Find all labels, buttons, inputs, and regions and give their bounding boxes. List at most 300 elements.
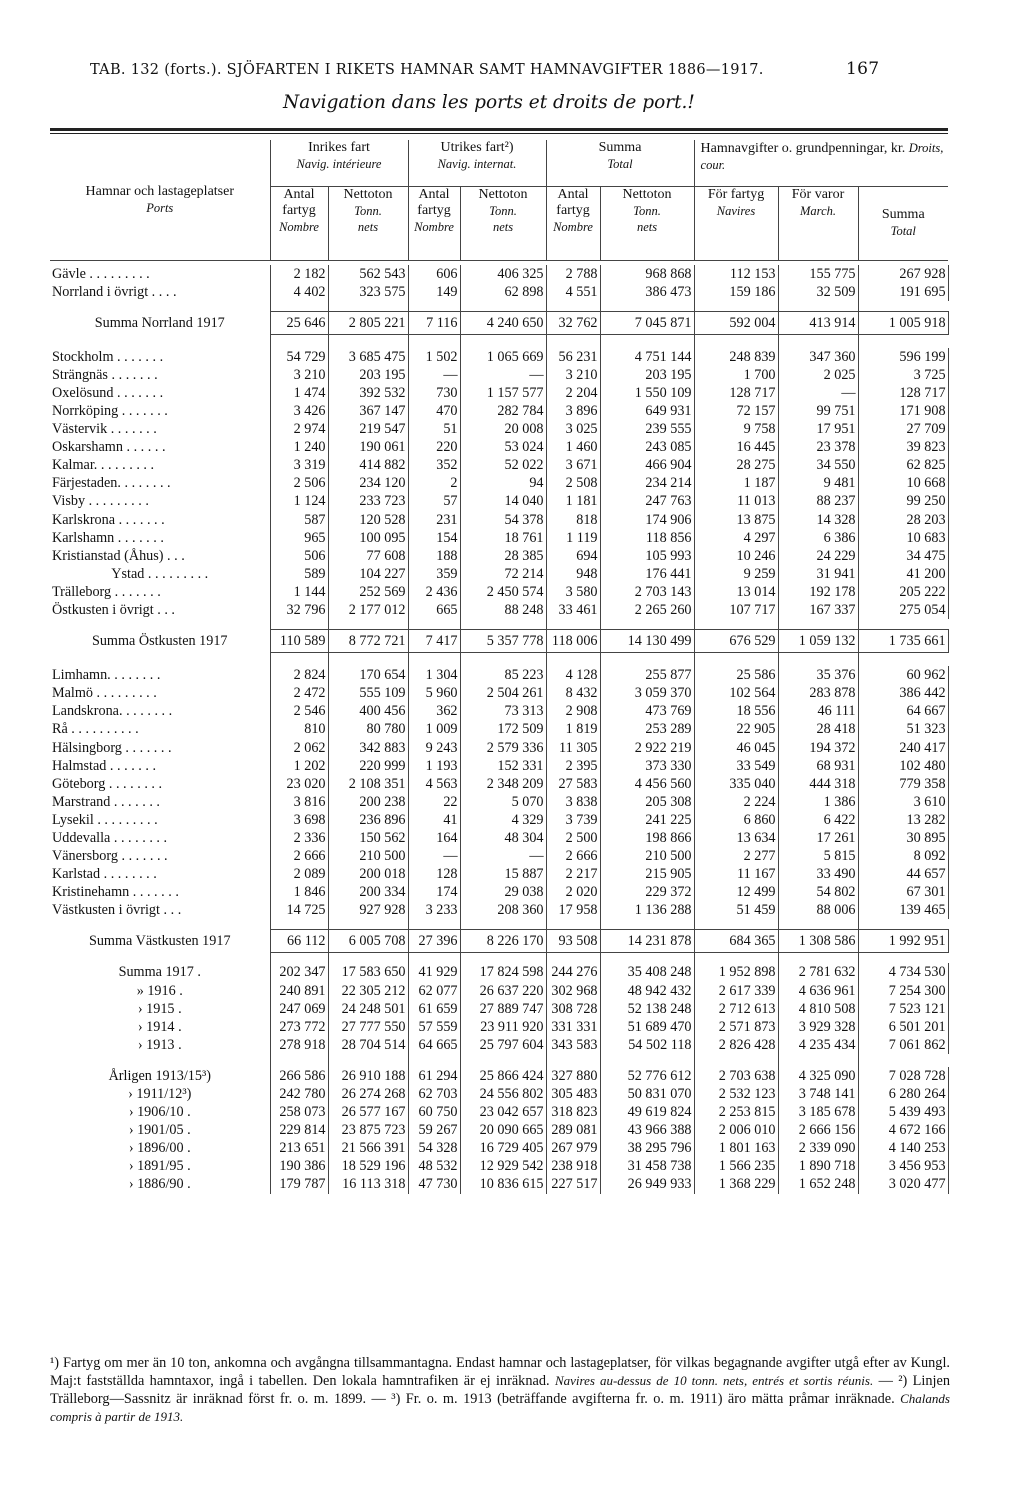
table-row xyxy=(50,757,948,775)
cell-value: 2 348 209 xyxy=(460,775,546,793)
row-label: › 1901/05 . xyxy=(50,1121,270,1139)
cell-value: 238 918 xyxy=(546,1157,600,1175)
cell-value: 57 559 xyxy=(408,1018,460,1036)
cell-value: 118 856 xyxy=(600,529,694,547)
cell-value: 24 556 802 xyxy=(460,1085,546,1103)
cell-value: 2 712 613 xyxy=(694,1000,778,1018)
cell-value: 305 483 xyxy=(546,1085,600,1103)
footnote-1: ¹) Fartyg om mer än 10 ton, ankomna och avgångna tillsammantagna. Endast hamnar och lastageplatser, för vilkas begagnande avgifter utgå efter av Kungl. Maj:t fastställda hamntaxor, ingå i tabellen. Den lokala hamntrafiken är ej inräknad. xyxy=(50,1355,950,1389)
cell-value: 1 652 248 xyxy=(778,1175,858,1193)
cell-value: 3 610 xyxy=(858,793,948,811)
table-row xyxy=(50,492,948,510)
cell-value: 155 775 xyxy=(778,265,858,283)
cell-value: 220 999 xyxy=(328,757,408,775)
cell-value: 17 261 xyxy=(778,829,858,847)
utrikes-header xyxy=(408,140,546,186)
row-label: Västkusten i övrigt . . . xyxy=(50,901,270,919)
cell-value: 26 274 268 xyxy=(328,1085,408,1103)
cell-value: 104 227 xyxy=(328,565,408,583)
row-label: Summa 1917 . xyxy=(50,963,270,981)
cell-value: 17 958 xyxy=(546,901,600,919)
cell-value: 38 295 796 xyxy=(600,1139,694,1157)
row-label: Rå . . . . . . . . . . xyxy=(50,720,270,738)
cell-value: 2 908 xyxy=(546,702,600,720)
table-row xyxy=(50,420,948,438)
cell-value: 5 439 493 xyxy=(858,1103,948,1121)
cell-value: 57 xyxy=(408,492,460,510)
cell-value: 54 378 xyxy=(460,511,546,529)
cell-value: 2 108 351 xyxy=(328,775,408,793)
cell-value: 10 246 xyxy=(694,547,778,565)
avgift-header xyxy=(694,140,948,186)
for-varor-header xyxy=(778,186,858,260)
cell-value: 779 358 xyxy=(858,775,948,793)
cell-value: 100 095 xyxy=(328,529,408,547)
cell-value: 592 004 xyxy=(694,311,778,334)
cell-value: 1 059 132 xyxy=(778,630,858,653)
cell-value: 27 889 747 xyxy=(460,1000,546,1018)
table-row xyxy=(50,402,948,420)
cell-value: 2 788 xyxy=(546,265,600,283)
summa-total-label-fr: Total xyxy=(890,224,916,238)
cell-value: 255 877 xyxy=(600,666,694,684)
cell-value: 7 417 xyxy=(408,630,460,653)
cell-value: 302 968 xyxy=(546,982,600,1000)
cell-value: 128 xyxy=(408,865,460,883)
row-label: Trälleborg . . . . . . . xyxy=(50,583,270,601)
cell-value: 7 523 121 xyxy=(858,1000,948,1018)
cell-value: 190 061 xyxy=(328,438,408,456)
cell-value: 444 318 xyxy=(778,775,858,793)
summary-row xyxy=(50,930,948,953)
cell-value: 676 529 xyxy=(694,630,778,653)
cell-value: 54 502 118 xyxy=(600,1036,694,1054)
cell-value: 275 054 xyxy=(858,601,948,619)
cell-value: 200 334 xyxy=(328,883,408,901)
inrikes-label: Inrikes fart xyxy=(308,140,370,155)
cell-value: 11 167 xyxy=(694,865,778,883)
cell-value: 10 683 xyxy=(858,529,948,547)
cell-value: 200 018 xyxy=(328,865,408,883)
table-row xyxy=(50,829,948,847)
cell-value: 9 758 xyxy=(694,420,778,438)
table-row xyxy=(50,366,948,384)
cell-value: 3 896 xyxy=(546,402,600,420)
cell-value: 18 556 xyxy=(694,702,778,720)
cell-value: 470 xyxy=(408,402,460,420)
table-row xyxy=(50,775,948,793)
cell-value: 62 703 xyxy=(408,1085,460,1103)
cell-value: 159 186 xyxy=(694,283,778,301)
table-row xyxy=(50,1085,948,1103)
row-label: Limhamn. . . . . . . . xyxy=(50,666,270,684)
cell-value: — xyxy=(408,366,460,384)
cell-value: 242 780 xyxy=(270,1085,328,1103)
cell-value: 1 550 109 xyxy=(600,384,694,402)
table-row xyxy=(50,720,948,738)
cell-value: 1 801 163 xyxy=(694,1139,778,1157)
cell-value: 665 xyxy=(408,601,460,619)
cell-value: 240 891 xyxy=(270,982,328,1000)
table-row xyxy=(50,982,948,1000)
cell-value: 32 762 xyxy=(546,311,600,334)
cell-value: 1 819 xyxy=(546,720,600,738)
cell-value: 2 277 xyxy=(694,847,778,865)
cell-value: 3 456 953 xyxy=(858,1157,948,1175)
summa-header xyxy=(546,140,694,186)
spacer-row xyxy=(50,334,948,348)
cell-value: 2 472 xyxy=(270,684,328,702)
cell-value: 213 651 xyxy=(270,1139,328,1157)
cell-value: 35 376 xyxy=(778,666,858,684)
cell-value: 694 xyxy=(546,547,600,565)
cell-value: 39 823 xyxy=(858,438,948,456)
table-row xyxy=(50,702,948,720)
cell-value: 2 703 638 xyxy=(694,1067,778,1085)
cell-value: 400 456 xyxy=(328,702,408,720)
cell-value: 23 020 xyxy=(270,775,328,793)
cell-value: 51 323 xyxy=(858,720,948,738)
cell-value: 3 210 xyxy=(270,366,328,384)
cell-value: 243 085 xyxy=(600,438,694,456)
cell-value: 49 619 824 xyxy=(600,1103,694,1121)
cell-value: 1 474 xyxy=(270,384,328,402)
cell-value: 965 xyxy=(270,529,328,547)
cell-value: 110 589 xyxy=(270,630,328,653)
cell-value: — xyxy=(460,366,546,384)
cell-value: 2 436 xyxy=(408,583,460,601)
cell-value: 2 265 260 xyxy=(600,601,694,619)
summary-row xyxy=(50,311,948,334)
cell-value: 562 543 xyxy=(328,265,408,283)
antal-inrikes-header xyxy=(270,186,328,260)
cell-value: 244 276 xyxy=(546,963,600,981)
summary-row xyxy=(50,630,948,653)
cell-value: 52 776 612 xyxy=(600,1067,694,1085)
spacer-row xyxy=(50,301,948,312)
cell-value: 50 831 070 xyxy=(600,1085,694,1103)
cell-value: 3 580 xyxy=(546,583,600,601)
cell-value: 596 199 xyxy=(858,348,948,366)
cell-value: 1 119 xyxy=(546,529,600,547)
for-varor-label-fr: March. xyxy=(800,203,837,218)
cell-value: 51 689 470 xyxy=(600,1018,694,1036)
cell-value: 22 905 xyxy=(694,720,778,738)
cell-value: 28 275 xyxy=(694,456,778,474)
cell-value: 3 748 141 xyxy=(778,1085,858,1103)
cell-value: 2 339 090 xyxy=(778,1139,858,1157)
cell-value: 118 006 xyxy=(546,630,600,653)
cell-value: 2 974 xyxy=(270,420,328,438)
cell-value: 210 500 xyxy=(328,847,408,865)
summa-label-fr: Total xyxy=(607,157,633,171)
cell-value: 14 231 878 xyxy=(600,930,694,953)
cell-value: 1 952 898 xyxy=(694,963,778,981)
antal-label: Antal fartyg xyxy=(556,186,590,218)
cell-value: 3 025 xyxy=(546,420,600,438)
cell-value: 20 008 xyxy=(460,420,546,438)
cell-value: 6 280 264 xyxy=(858,1085,948,1103)
table-title xyxy=(90,59,880,79)
cell-value: 33 490 xyxy=(778,865,858,883)
cell-value: 730 xyxy=(408,384,460,402)
row-label: › 1914 . xyxy=(50,1018,270,1036)
cell-value: 1 124 xyxy=(270,492,328,510)
cell-value: 267 928 xyxy=(858,265,948,283)
cell-value: 4 329 xyxy=(460,811,546,829)
cell-value: 1 846 xyxy=(270,883,328,901)
cell-value: 15 887 xyxy=(460,865,546,883)
cell-value: 25 646 xyxy=(270,311,328,334)
cell-value: 810 xyxy=(270,720,328,738)
cell-value: 2 204 xyxy=(546,384,600,402)
cell-value: 1 187 xyxy=(694,474,778,492)
cell-value: 33 461 xyxy=(546,601,600,619)
top-rule xyxy=(50,128,948,134)
cell-value: 308 728 xyxy=(546,1000,600,1018)
cell-value: 9 243 xyxy=(408,738,460,756)
cell-value: 589 xyxy=(270,565,328,583)
cell-value: 233 723 xyxy=(328,492,408,510)
cell-value: 208 360 xyxy=(460,901,546,919)
cell-value: 3 838 xyxy=(546,793,600,811)
cell-value: 68 931 xyxy=(778,757,858,775)
cell-value: 1 065 669 xyxy=(460,348,546,366)
spacer-row xyxy=(50,1054,948,1067)
cell-value: 28 418 xyxy=(778,720,858,738)
row-label: Oskarshamn . . . . . . xyxy=(50,438,270,456)
cell-value: 4 325 090 xyxy=(778,1067,858,1085)
row-label: » 1916 . xyxy=(50,982,270,1000)
row-label: Marstrand . . . . . . . xyxy=(50,793,270,811)
cell-value: 649 931 xyxy=(600,402,694,420)
cell-value: 13 875 xyxy=(694,511,778,529)
cell-value: 31 941 xyxy=(778,565,858,583)
cell-value: 210 500 xyxy=(600,847,694,865)
cell-value: 2 006 010 xyxy=(694,1121,778,1139)
cell-value: 347 360 xyxy=(778,348,858,366)
cell-value: 46 045 xyxy=(694,738,778,756)
row-label: Lysekil . . . . . . . . . xyxy=(50,811,270,829)
cell-value: 2 020 xyxy=(546,883,600,901)
antal-utrikes-header xyxy=(408,186,460,260)
cell-value: 3 059 370 xyxy=(600,684,694,702)
netto-summa-header xyxy=(600,186,694,260)
cell-value: 506 xyxy=(270,547,328,565)
cell-value: 56 231 xyxy=(546,348,600,366)
cell-value: 77 608 xyxy=(328,547,408,565)
summa-total-label: Summa xyxy=(881,207,925,222)
cell-value: 2 500 xyxy=(546,829,600,847)
cell-value: 1 308 586 xyxy=(778,930,858,953)
cell-value: 1 502 xyxy=(408,348,460,366)
cell-value: 107 717 xyxy=(694,601,778,619)
cell-value: 170 654 xyxy=(328,666,408,684)
cell-value: 13 634 xyxy=(694,829,778,847)
cell-value: 4 810 508 xyxy=(778,1000,858,1018)
cell-value: 28 385 xyxy=(460,547,546,565)
cell-value: 44 657 xyxy=(858,865,948,883)
cell-value: 1 193 xyxy=(408,757,460,775)
netto-label: Nettoton xyxy=(622,186,672,202)
cell-value: 24 229 xyxy=(778,547,858,565)
cell-value: 227 517 xyxy=(546,1175,600,1193)
cell-value: 273 772 xyxy=(270,1018,328,1036)
netto-label-fr1: Tonn. xyxy=(354,203,382,218)
table-row xyxy=(50,1103,948,1121)
cell-value: 14 328 xyxy=(778,511,858,529)
row-label: Göteborg . . . . . . . . xyxy=(50,775,270,793)
cell-value: 205 308 xyxy=(600,793,694,811)
cell-value: 176 441 xyxy=(600,565,694,583)
cell-value: 927 928 xyxy=(328,901,408,919)
cell-value: 4 672 166 xyxy=(858,1121,948,1139)
cell-value: 318 823 xyxy=(546,1103,600,1121)
netto-label: Nettoton xyxy=(343,186,393,202)
cell-value: 2 089 xyxy=(270,865,328,883)
row-label: Malmö . . . . . . . . . xyxy=(50,684,270,702)
cell-value: 17 583 650 xyxy=(328,963,408,981)
ports-header-sv: Hamnar och lastageplatser xyxy=(85,183,234,199)
cell-value: 343 583 xyxy=(546,1036,600,1054)
cell-value: 2 025 xyxy=(778,366,858,384)
cell-value: 150 562 xyxy=(328,829,408,847)
row-label: Gävle . . . . . . . . . xyxy=(50,265,270,283)
cell-value: 164 xyxy=(408,829,460,847)
cell-value: 52 138 248 xyxy=(600,1000,694,1018)
table-row xyxy=(50,511,948,529)
cell-value: 2 922 219 xyxy=(600,738,694,756)
cell-value: 172 509 xyxy=(460,720,546,738)
cell-value: 3 698 xyxy=(270,811,328,829)
cell-value: 282 784 xyxy=(460,402,546,420)
cell-value: 8 432 xyxy=(546,684,600,702)
table-row xyxy=(50,384,948,402)
cell-value: 220 xyxy=(408,438,460,456)
cell-value: 323 575 xyxy=(328,283,408,301)
netto-label-fr2: nets xyxy=(357,219,379,234)
row-label: Summa Östkusten 1917 xyxy=(50,630,270,653)
table-row xyxy=(50,847,948,865)
cell-value: 48 532 xyxy=(408,1157,460,1175)
cell-value: 174 xyxy=(408,883,460,901)
cell-value: 46 111 xyxy=(778,702,858,720)
table-row xyxy=(50,1157,948,1175)
antal-summa-header xyxy=(546,186,600,260)
cell-value: 93 508 xyxy=(546,930,600,953)
inrikes-header xyxy=(270,140,408,186)
cell-value: 1 700 xyxy=(694,366,778,384)
cell-value: 4 240 650 xyxy=(460,311,546,334)
cell-value: 2 781 632 xyxy=(778,963,858,981)
table-row xyxy=(50,1036,948,1054)
cell-value: 61 294 xyxy=(408,1067,460,1085)
cell-value: 22 305 212 xyxy=(328,982,408,1000)
cell-value: 4 734 530 xyxy=(858,963,948,981)
row-label: Årligen 1913/15³) xyxy=(50,1067,270,1085)
cell-value: 11 013 xyxy=(694,492,778,510)
cell-value: 289 081 xyxy=(546,1121,600,1139)
cell-value: 13 014 xyxy=(694,583,778,601)
cell-value: 194 372 xyxy=(778,738,858,756)
cell-value: 26 637 220 xyxy=(460,982,546,1000)
row-label: Färjestaden. . . . . . . . xyxy=(50,474,270,492)
cell-value: 27 709 xyxy=(858,420,948,438)
cell-value: 248 839 xyxy=(694,348,778,366)
cell-value: 2 805 221 xyxy=(328,311,408,334)
cell-value: 24 248 501 xyxy=(328,1000,408,1018)
cell-value: 14 725 xyxy=(270,901,328,919)
cell-value: 59 267 xyxy=(408,1121,460,1139)
cell-value: 94 xyxy=(460,474,546,492)
cell-value: 32 796 xyxy=(270,601,328,619)
cell-value: 2 546 xyxy=(270,702,328,720)
table-row xyxy=(50,456,948,474)
cell-value: 188 xyxy=(408,547,460,565)
cell-value: 120 528 xyxy=(328,511,408,529)
row-label: Kristianstad (Åhus) . . . xyxy=(50,547,270,565)
cell-value: 1 735 661 xyxy=(858,630,948,653)
cell-value: 8 092 xyxy=(858,847,948,865)
cell-value: 2 571 873 xyxy=(694,1018,778,1036)
for-fartyg-header xyxy=(694,186,778,260)
cell-value: 4 751 144 xyxy=(600,348,694,366)
cell-value: 202 347 xyxy=(270,963,328,981)
cell-value: 3 725 xyxy=(858,366,948,384)
row-label: Ystad . . . . . . . . . xyxy=(50,565,270,583)
cell-value: 3 671 xyxy=(546,456,600,474)
row-label: Karlstad . . . . . . . . xyxy=(50,865,270,883)
cell-value: 3 929 328 xyxy=(778,1018,858,1036)
cell-value: 11 305 xyxy=(546,738,600,756)
table-row xyxy=(50,1139,948,1157)
cell-value: 41 xyxy=(408,811,460,829)
cell-value: 54 802 xyxy=(778,883,858,901)
table-row xyxy=(50,811,948,829)
cell-value: 2 824 xyxy=(270,666,328,684)
row-label: Hälsingborg . . . . . . . xyxy=(50,738,270,756)
cell-value: 7 116 xyxy=(408,311,460,334)
cell-value: 2 177 012 xyxy=(328,601,408,619)
cell-value: 392 532 xyxy=(328,384,408,402)
antal-label: Antal fartyg xyxy=(417,186,451,218)
page-number: 167 xyxy=(846,59,880,79)
cell-value: 48 942 432 xyxy=(600,982,694,1000)
netto-label-fr2: nets xyxy=(492,219,514,234)
table-row xyxy=(50,1121,948,1139)
cell-value: 335 040 xyxy=(694,775,778,793)
cell-value: 27 777 550 xyxy=(328,1018,408,1036)
table-row xyxy=(50,684,948,702)
cell-value: 2 666 156 xyxy=(778,1121,858,1139)
cell-value: 818 xyxy=(546,511,600,529)
cell-value: 41 200 xyxy=(858,565,948,583)
footnote-2: — ²) Linjen Trälleborg—Sassnitz är inräknad först fr. o. m. 1899. — ³) Fr. o. m. 1913 (beträffande avgifterna fr. o. m. 1911) äro mätta pråmar inräknade. xyxy=(50,1373,950,1407)
cell-value: 198 866 xyxy=(600,829,694,847)
title-text: TAB. 132 (forts.). SJÖFARTEN I RIKETS HAMNAR SAMT HAMNAVGIFTER 1886—1917. xyxy=(90,62,764,78)
cell-value: 2 617 339 xyxy=(694,982,778,1000)
cell-value: 192 178 xyxy=(778,583,858,601)
cell-value: 27 396 xyxy=(408,930,460,953)
cell-value: 555 109 xyxy=(328,684,408,702)
table-row xyxy=(50,1067,948,1085)
cell-value: 247 069 xyxy=(270,1000,328,1018)
table-row xyxy=(50,547,948,565)
cell-value: 2 506 xyxy=(270,474,328,492)
summa-total-header xyxy=(858,186,948,260)
avgift-label: Hamnavgifter o. grundpenningar, kr. xyxy=(700,141,906,156)
cell-value: 102 480 xyxy=(858,757,948,775)
